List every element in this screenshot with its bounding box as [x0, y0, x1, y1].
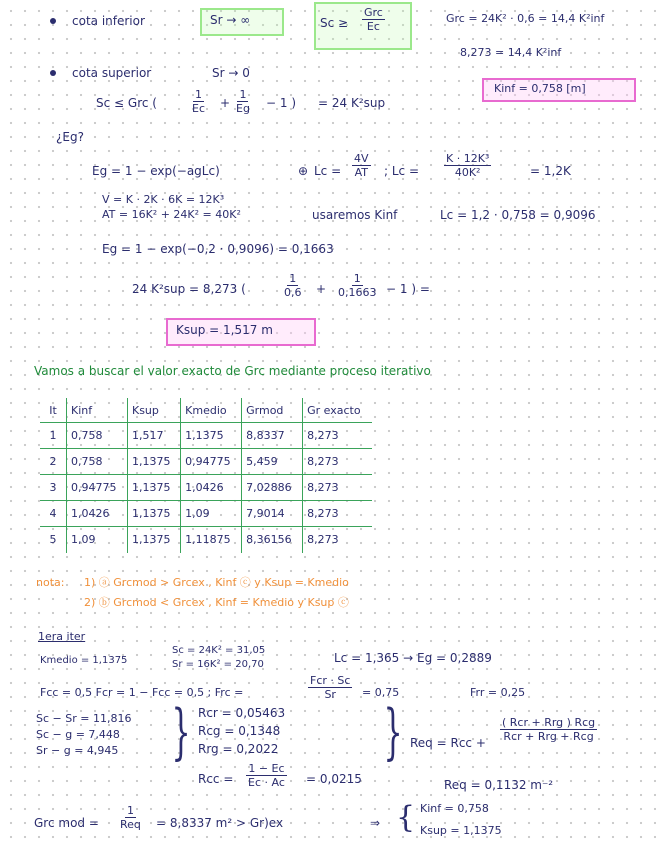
lc-value: Lc = 1,2 · 0,758 = 0,9096 — [440, 208, 596, 222]
table-cell: 8,273 — [303, 527, 372, 553]
column-header: Kmedio — [181, 398, 242, 423]
table-cell: 8,273 — [303, 475, 372, 501]
table-cell: 1,1375 — [127, 475, 180, 501]
table-cell: 1,09 — [67, 527, 128, 553]
table-cell: 2 — [40, 449, 67, 475]
table-cell: 1,517 — [127, 423, 180, 449]
nota-line-1: 1) ⓐ Grcmod > Grcex , Kinf ⓒ y Ksup = Kmedio — [84, 576, 349, 589]
grc-equation: Grc = 24K² · 0,6 = 14,4 K²inf — [446, 12, 605, 25]
sr-value: Sr = 16K² = 20,70 — [172, 659, 264, 670]
table-row — [40, 501, 372, 527]
lc2-label: ; Lc = — [384, 164, 420, 178]
table-cell: 1,0426 — [181, 475, 242, 501]
right-brace-icon: } — [171, 697, 191, 767]
table-cell: 1,1375 — [127, 449, 180, 475]
one-over-06-fraction: $\frac{1}{0,6}$ — [284, 272, 302, 299]
area-equation: AT = 16K² + 24K² = 40K² — [102, 208, 241, 221]
table-cell: 1,0426 — [67, 501, 128, 527]
grc-mod-value: = 8,8337 m² > Gr)ex — [156, 816, 284, 830]
grc-mod-fraction: 1 Req — [120, 804, 141, 831]
table-cell: 0,94775 — [67, 475, 128, 501]
frc-value: = 0,75 — [362, 686, 400, 699]
sc-sr-resistance: Sc − Sr = 11,816 — [36, 712, 132, 725]
table-header-row — [40, 398, 372, 423]
table-cell: 1,1375 — [127, 501, 180, 527]
cota-superior-label: cota superior — [72, 66, 152, 80]
ksup-equation: 24 K²sup = 8,273 ( — [132, 282, 246, 296]
implies-arrow-icon: ⇒ — [370, 816, 381, 830]
eg-formula: Eg = 1 − exp(−agLc) — [92, 164, 220, 178]
kmedio-value: Kmedio = 1,1375 — [40, 655, 128, 666]
table-cell: 8,36156 — [242, 527, 303, 553]
sr-to-zero: Sr → 0 — [212, 66, 250, 80]
plus-sign: + — [316, 282, 327, 296]
table-cell: 0,758 — [67, 449, 128, 475]
table-cell: 1,09 — [181, 501, 242, 527]
table-cell: 5,459 — [242, 449, 303, 475]
usaremos-text: usaremos Kinf — [312, 208, 398, 222]
lc-label: Lc = — [314, 164, 342, 178]
kinf-result-text: Kinf = 0,758 [m] — [494, 82, 586, 95]
table-row — [40, 423, 372, 449]
rcc-label: Rcc = — [198, 772, 234, 786]
sc-value: Sc = 24K² = 31,05 — [172, 645, 266, 656]
iteration-title: Vamos a buscar el valor exacto de Grc mediante proceso iterativo — [34, 364, 431, 378]
cota-inferior-label: cota inferior — [72, 14, 145, 28]
nota-label: nota: — [36, 576, 65, 589]
eq-24ksup: = 24 K²sup — [318, 96, 386, 110]
column-header: Ksup — [127, 398, 180, 423]
lc-fraction: $\frac{4V}{AT}$ — [354, 152, 369, 179]
table-cell: 0,758 — [67, 423, 128, 449]
sr-g-resistance: Sr − g = 4,945 — [36, 744, 119, 757]
sc-geq-text: Sc ≥ — [320, 16, 349, 30]
table-row — [40, 527, 372, 553]
lc-eg-value: Lc = 1,365 → Eg = 0,2889 — [334, 651, 492, 665]
table-cell: 7,02886 — [242, 475, 303, 501]
volume-equation: V = K · 2K · 6K = 12K³ — [102, 193, 225, 206]
grc-equation-2: 8,273 = 14,4 K²inf — [460, 46, 562, 59]
table-cell: 8,273 — [303, 449, 372, 475]
left-brace-icon: { — [396, 800, 416, 835]
bullet-icon — [50, 18, 56, 24]
plus-sign: + — [220, 96, 231, 110]
lc2-result: = 1,2K — [530, 164, 571, 178]
frr-value: Frr = 0,25 — [470, 686, 526, 699]
rcg-value: Rcg = 0,1348 — [198, 724, 281, 738]
iteration-table — [40, 398, 372, 553]
req-label: Req = Rcc + — [410, 736, 486, 750]
minus-one-eq: − 1 ) = — [386, 282, 430, 296]
rcc-fraction: $\frac{1 - Ec}{Ec \cdot Ac}$ — [248, 762, 285, 789]
one-over-eg-fraction: $\frac{1}{Eg}$ — [236, 88, 250, 115]
req-fraction: ( Rcr + Rrg ) Rcg Rcr + Rrg + Rcg — [502, 716, 596, 743]
table-cell: 8,273 — [303, 501, 372, 527]
table-cell: 1,11875 — [181, 527, 242, 553]
column-header: Kinf — [67, 398, 128, 423]
rcr-value: Rcr = 0,05463 — [198, 706, 286, 720]
kinf-final: Kinf = 0,758 — [420, 802, 489, 815]
one-over-01663-fraction: $\frac{1}{0,1663}$ — [338, 272, 377, 299]
frc-fraction: Fcr · Sc Sr — [310, 674, 351, 701]
one-over-ec-fraction: $\frac{1}{Ec}$ — [192, 88, 205, 115]
lc2-fraction: $\frac{\text{K · 12K³}}{\text{40K²}}$ — [446, 152, 490, 179]
minus-one: − 1 ) — [266, 96, 296, 110]
table-cell: 0,94775 — [181, 449, 242, 475]
rrg-value: Rrg = 0,2022 — [198, 742, 279, 756]
table-cell: 4 — [40, 501, 67, 527]
req-value: Req = 0,1132 m⁻² — [444, 778, 554, 792]
circled-plus-icon: ⊕ — [298, 164, 309, 178]
ksup-result-text: Ksup = 1,517 m — [176, 323, 273, 337]
fcc-fcr-frc: Fcc = 0,5 Fcr = 1 − Fcc = 0,5 ; Frc = — [40, 686, 244, 699]
column-header: Gr exacto — [303, 398, 372, 423]
table-cell: 3 — [40, 475, 67, 501]
grc-over-ec-fraction: Grc Ec — [364, 6, 383, 33]
table-cell: 5 — [40, 527, 67, 553]
nota-line-2: 2) ⓑ Grcmod < Grcex , Kinf = Kmedio y Ksup ⓒ — [84, 596, 349, 609]
rcc-value: = 0,0215 — [306, 772, 362, 786]
table-cell: 1 — [40, 423, 67, 449]
grc-mod-label: Grc mod = — [34, 816, 99, 830]
eg-question: ¿Eg? — [56, 130, 84, 144]
table-cell: 8,273 — [303, 423, 372, 449]
table-cell: 1,1375 — [127, 527, 180, 553]
table-cell: 8,8337 — [242, 423, 303, 449]
ksup-final: Ksup = 1,1375 — [420, 824, 502, 837]
eg-value: Eg = 1 − exp(−0,2 · 0,9096) = 0,1663 — [102, 242, 334, 256]
first-iter-title: 1era iter — [38, 630, 86, 643]
table-row — [40, 449, 372, 475]
column-header: Grmod — [242, 398, 303, 423]
bullet-icon — [50, 70, 56, 76]
table-row — [40, 475, 372, 501]
right-brace-icon: } — [383, 697, 403, 767]
table-cell: 7,9014 — [242, 501, 303, 527]
table-cell: 1,1375 — [181, 423, 242, 449]
sr-infinity-text: Sr → ∞ — [210, 13, 251, 27]
column-header: It — [40, 398, 67, 423]
sc-g-resistance: Sc − g = 7,448 — [36, 728, 120, 741]
sc-leq-text: Sc ≤ Grc ( — [96, 96, 157, 110]
